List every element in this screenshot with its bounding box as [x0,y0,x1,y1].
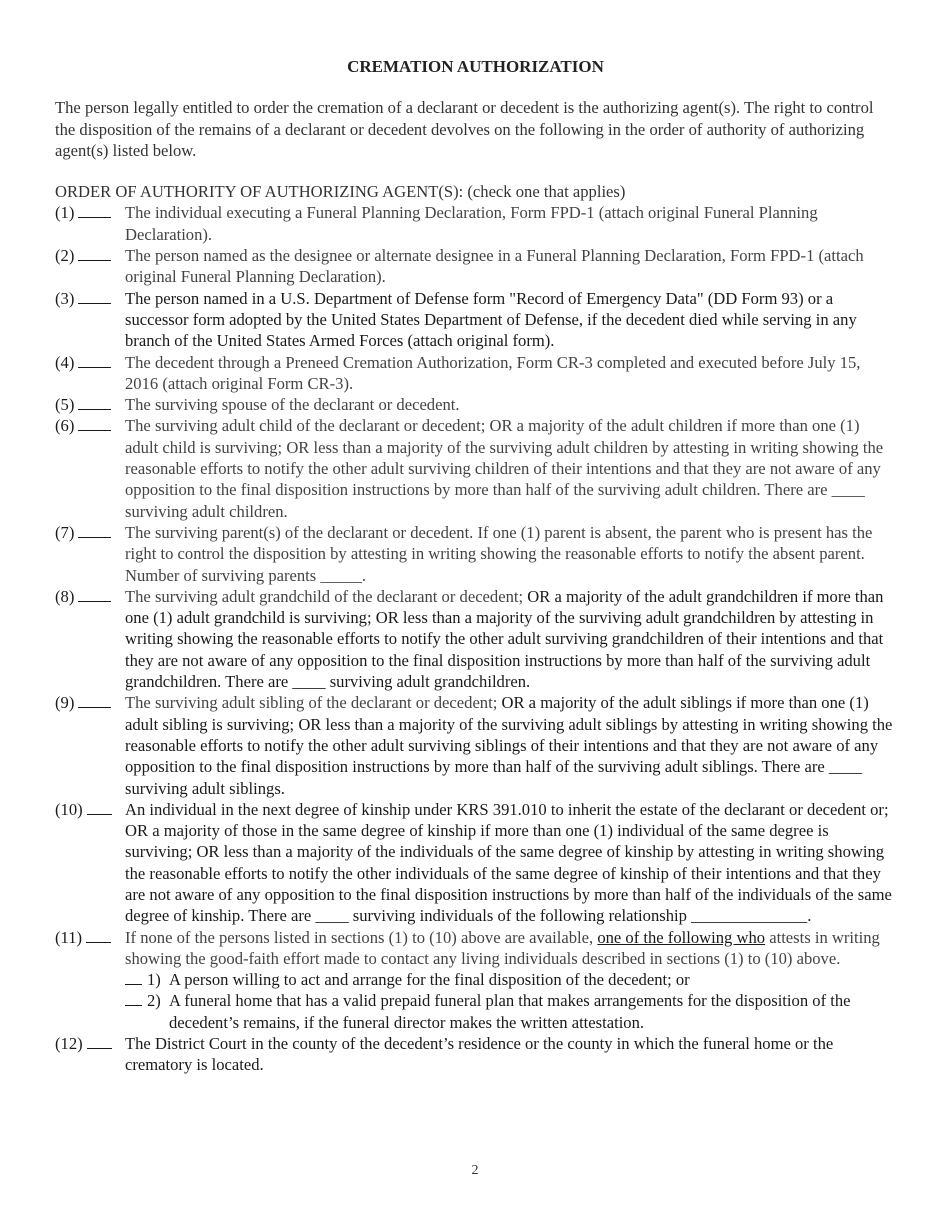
subitem-number: 2) [147,991,161,1011]
item-text-part-b: OR a majority of the adult siblings if more than one (1) adult sibling is surviving; OR less than a majority of the surviving adult siblings by attesting in writing showing the reasonable efforts to notify the other adult surviving siblings of their intentions and that they are not aware of any opposition to the final disposition instructions by more than half of the surviving adult siblings. There are ____ surviving adult siblings. [125,693,893,798]
item-number: (1) [55,202,111,223]
item-number: (9) [55,692,111,713]
item-text-part-a: The surviving adult grandchild of the declarant or decedent; [125,586,524,606]
check-blank[interactable] [78,586,111,602]
check-blank[interactable] [78,522,111,538]
item-number: (12) [55,1033,112,1054]
item-text: The decedent through a Preneed Cremation Authorization, Form CR-3 completed and executed before July 15, 2016 (attach original Form CR-3). [125,352,861,393]
sub-check-blank[interactable] [125,990,142,1006]
authority-item-2 [55,245,896,288]
check-blank[interactable] [87,799,112,815]
authority-item-12 [55,1033,896,1076]
item-text-underlined: one of the following who [597,927,766,947]
check-blank[interactable] [87,1033,112,1049]
item-number: (5) [55,394,111,415]
subitem-2 [125,990,896,1033]
check-blank[interactable] [78,415,111,431]
item-text: The individual executing a Funeral Planning Declaration, Form FPD-1 (attach original Funeral Planning Declaration). [125,203,818,244]
authority-item-8 [55,586,896,692]
check-blank[interactable] [78,245,111,261]
authority-item-1 [55,202,896,245]
authority-item-4 [55,352,896,395]
authority-item-5 [55,394,896,415]
subitem-number: 1) [147,970,161,990]
order-heading: ORDER OF AUTHORITY OF AUTHORIZING AGENT(S): (check one that applies) [55,182,626,202]
item-text: The surviving spouse of the declarant or decedent. [125,395,460,415]
authority-item-11 [55,927,896,1033]
item-text: The person named as the designee or alternate designee in a Funeral Planning Declaration, Form FPD-1 (attach original Funeral Planning Declaration). [125,246,864,287]
page-title: CREMATION AUTHORIZATION [347,57,604,76]
item-text: The District Court in the county of the decedent’s residence or the county in which the funeral home or the crematory is located. [125,1034,834,1075]
item-text-part-a: If none of the persons listed in sections (1) to (10) above are available, [125,927,598,947]
item-number: (3) [55,288,111,309]
item-number: (11) [55,927,111,948]
authority-item-9 [55,692,896,798]
subitem-text: A funeral home that has a valid prepaid funeral plan that makes arrangements for the disposition of the decedent’s remains, if the funeral director makes the written attestation. [169,991,851,1032]
item-text: An individual in the next degree of kinship under KRS 391.010 to inherit the estate of the declarant or decedent or; OR a majority of those in the same degree of kinship if more than one (1) individual of the same degree is surviving; OR less than a majority of the individuals of the same degree of kinship by attesting in writing showing the reasonable efforts to notify the other individuals of the same degree of kinship of their intentions and that they are not aware of any opposition to the final disposition instructions by more than half of the individuals of the same degree of kinship. There are ____ surviving individuals of the following relationship ______________. [125,799,892,926]
item-number: (2) [55,245,111,266]
check-blank[interactable] [78,288,111,304]
item-text: The person named in a U.S. Department of Defense form "Record of Emergency Data" (DD Form 93) or a successor form adopted by the United States Department of Defense, if the decedent died while serving in any branch of the United States Armed Forces (attach original form). [125,288,857,351]
subitem-1 [125,969,896,990]
intro-paragraph: The person legally entitled to order the cremation of a declarant or decedent is the authorizing agent(s). The right to control the disposition of the remains of a declarant or decedent devolves on the following in the order of authority of authorizing agent(s) listed below. [55,98,874,160]
page-number: 2 [471,1163,479,1178]
item-number: (7) [55,522,111,543]
authority-item-10 [55,799,896,927]
authority-item-3 [55,288,896,352]
authority-list [55,202,896,1075]
item-number: (10) [55,799,112,820]
item-number: (4) [55,352,111,373]
check-blank[interactable] [78,394,111,410]
check-blank[interactable] [78,692,111,708]
item-text-part-b: OR a majority of the adult grandchildren if more than one (1) adult grandchild is surviving; OR less than a majority of the surviving adult grandchildren by attesting in writing showing the reasonable efforts to notify the other adult surviving grandchildren of their intentions and that they are not aware of any opposition to the final disposition instructions by more than half of the surviving adult grandchildren. There are ____ surviving adult grandchildren. [125,586,884,692]
check-blank[interactable] [86,927,111,943]
item-text-part-a: The surviving adult sibling of the declarant or decedent; [125,693,498,713]
item-number: (6) [55,415,111,436]
item-text: The surviving adult child of the declarant or decedent; OR a majority of the adult children if more than one (1) adult child is surviving; OR less than a majority of the surviving adult children by attesting in writing showing the reasonable efforts to notify the other adult surviving children of their intentions and that they are not aware of any opposition to the final disposition instructions by more than half of the surviving adult children. There are ____ surviving adult children. [125,416,884,521]
item-number: (8) [55,586,111,607]
authority-item-7 [55,522,896,586]
item-text: The surviving parent(s) of the declarant or decedent. If one (1) parent is absent, the parent who is present has the right to control the disposition by attesting in writing showing the reasonable efforts to notify the absent parent. Number of surviving parents _____. [125,522,873,585]
sub-check-blank[interactable] [125,969,142,985]
check-blank[interactable] [78,202,111,218]
item-text-part-b: attests in writing showing the good-faith effort made to contact any living individuals described in sections (1) to (10) above. [125,927,880,968]
check-blank[interactable] [78,352,111,368]
authority-item-6 [55,415,896,521]
subitem-text: A person willing to act and arrange for the final disposition of the decedent; or [169,970,690,990]
